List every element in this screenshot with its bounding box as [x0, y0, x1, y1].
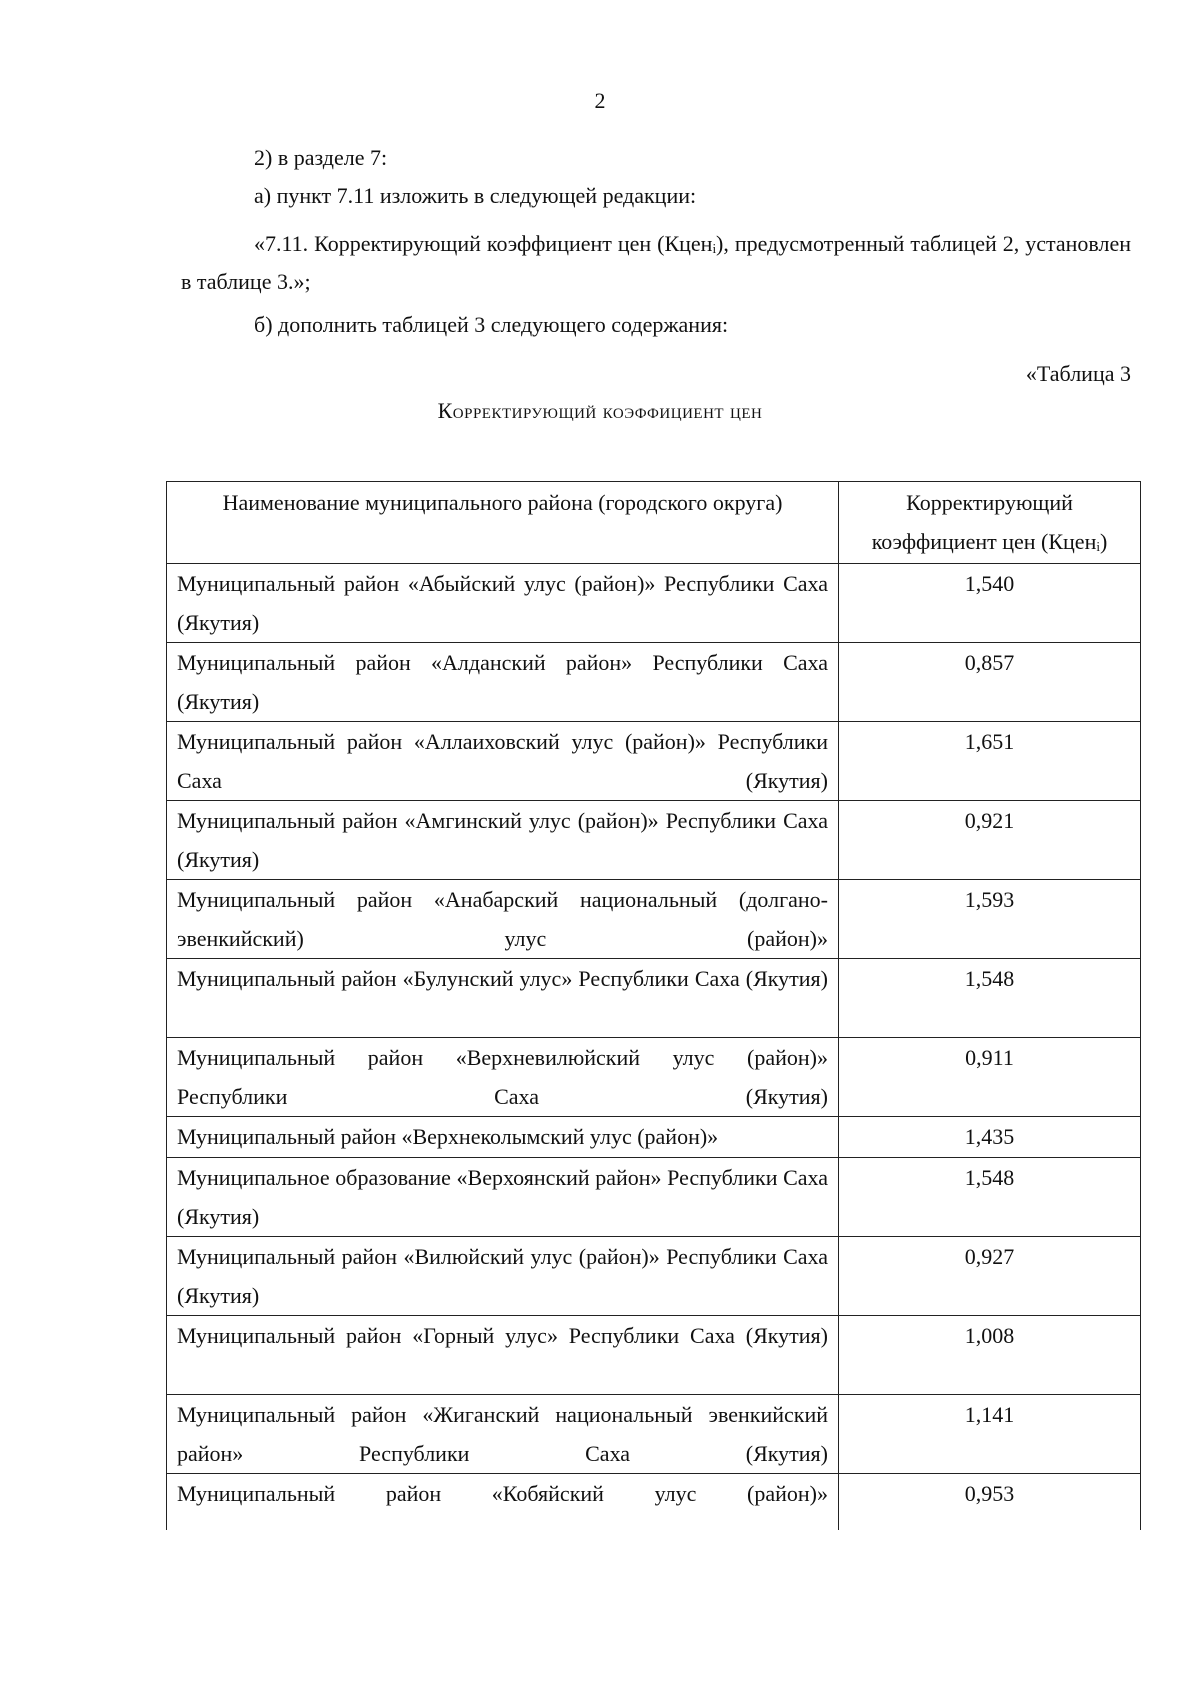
header-coefficient: Корректирующий коэффициент цен (Кценᵢ): [839, 482, 1141, 564]
table-row: [167, 643, 1141, 722]
table-label: «Таблица 3: [1025, 361, 1131, 386]
row-coefficient: 0,921: [839, 801, 1141, 880]
row-municipality-name: Муниципальный район «Анабарский национальный (долгано-эвенкийский) улус (район)»: [167, 880, 839, 959]
table-row: [167, 1237, 1141, 1316]
row-coefficient: 0,857: [839, 643, 1141, 722]
row-coefficient: 1,008: [839, 1316, 1141, 1395]
row-municipality-name: Муниципальный район «Булунский улус» Республики Саха (Якутия): [167, 959, 839, 1038]
paragraph-item-a: а) пункт 7.11 изложить в следующей редакции:: [254, 183, 697, 208]
row-municipality-name: Муниципальный район «Горный улус» Республики Саха (Якутия): [167, 1316, 839, 1395]
row-coefficient: 0,953: [839, 1474, 1141, 1531]
table-row: [167, 1117, 1141, 1158]
row-municipality-name: Муниципальный район «Амгинский улус (район)» Республики Саха (Якутия): [167, 801, 839, 880]
table-row: [167, 959, 1141, 1038]
row-municipality-name: Муниципальный район «Абыйский улус (район)» Республики Саха (Якутия): [167, 564, 839, 643]
row-municipality-name: Муниципальный район «Вилюйский улус (район)» Республики Саха (Якутия): [167, 1237, 839, 1316]
table-row: [167, 1316, 1141, 1395]
table-row: [167, 1474, 1141, 1531]
table-row: [167, 1038, 1141, 1117]
row-coefficient: 1,593: [839, 880, 1141, 959]
row-municipality-name: Муниципальный район «Кобяйский улус (район)»: [167, 1474, 839, 1531]
row-municipality-name: Муниципальное образование «Верхоянский район» Республики Саха (Якутия): [167, 1158, 839, 1237]
paragraph-item-b: б) дополнить таблицей 3 следующего содержания:: [254, 312, 729, 337]
row-municipality-name: Муниципальный район «Верхневилюйский улус (район)» Республики Саха (Якутия): [167, 1038, 839, 1117]
row-coefficient: 0,927: [839, 1237, 1141, 1316]
row-coefficient: 1,548: [839, 1158, 1141, 1237]
paragraph-section-7: 2) в разделе 7:: [254, 145, 388, 170]
table-header-row: [167, 482, 1141, 564]
row-coefficient: 1,141: [839, 1395, 1141, 1474]
row-municipality-name: Муниципальный район «Жиганский национальный эвенкийский район» Республики Саха (Якутия): [167, 1395, 839, 1474]
table-title: Корректирующий коэффициент цен: [437, 398, 763, 423]
table-row: [167, 722, 1141, 801]
page-number: 2: [594, 88, 606, 113]
row-municipality-name: Муниципальный район «Алданский район» Республики Саха (Якутия): [167, 643, 839, 722]
table-row: [167, 1395, 1141, 1474]
row-coefficient: 1,548: [839, 959, 1141, 1038]
table-row: [167, 564, 1141, 643]
table-row: [167, 880, 1141, 959]
row-coefficient: 1,540: [839, 564, 1141, 643]
row-municipality-name: Муниципальный район «Аллаиховский улус (район)» Республики Саха (Якутия): [167, 722, 839, 801]
paragraph-quoted-7-11: «7.11. Корректирующий коэффициент цен (Кценᵢ), предусмотренный таблицей 2, установлен в таблице 3.»;: [181, 231, 1131, 294]
row-municipality-name: Муниципальный район «Верхнеколымский улус (район)»: [167, 1117, 839, 1158]
coefficient-table: [166, 481, 1141, 1530]
row-coefficient: 1,651: [839, 722, 1141, 801]
row-coefficient: 1,435: [839, 1117, 1141, 1158]
row-coefficient: 0,911: [839, 1038, 1141, 1117]
table-row: [167, 801, 1141, 880]
header-municipality-name: Наименование муниципального района (городского округа): [167, 482, 839, 564]
table-row: [167, 1158, 1141, 1237]
